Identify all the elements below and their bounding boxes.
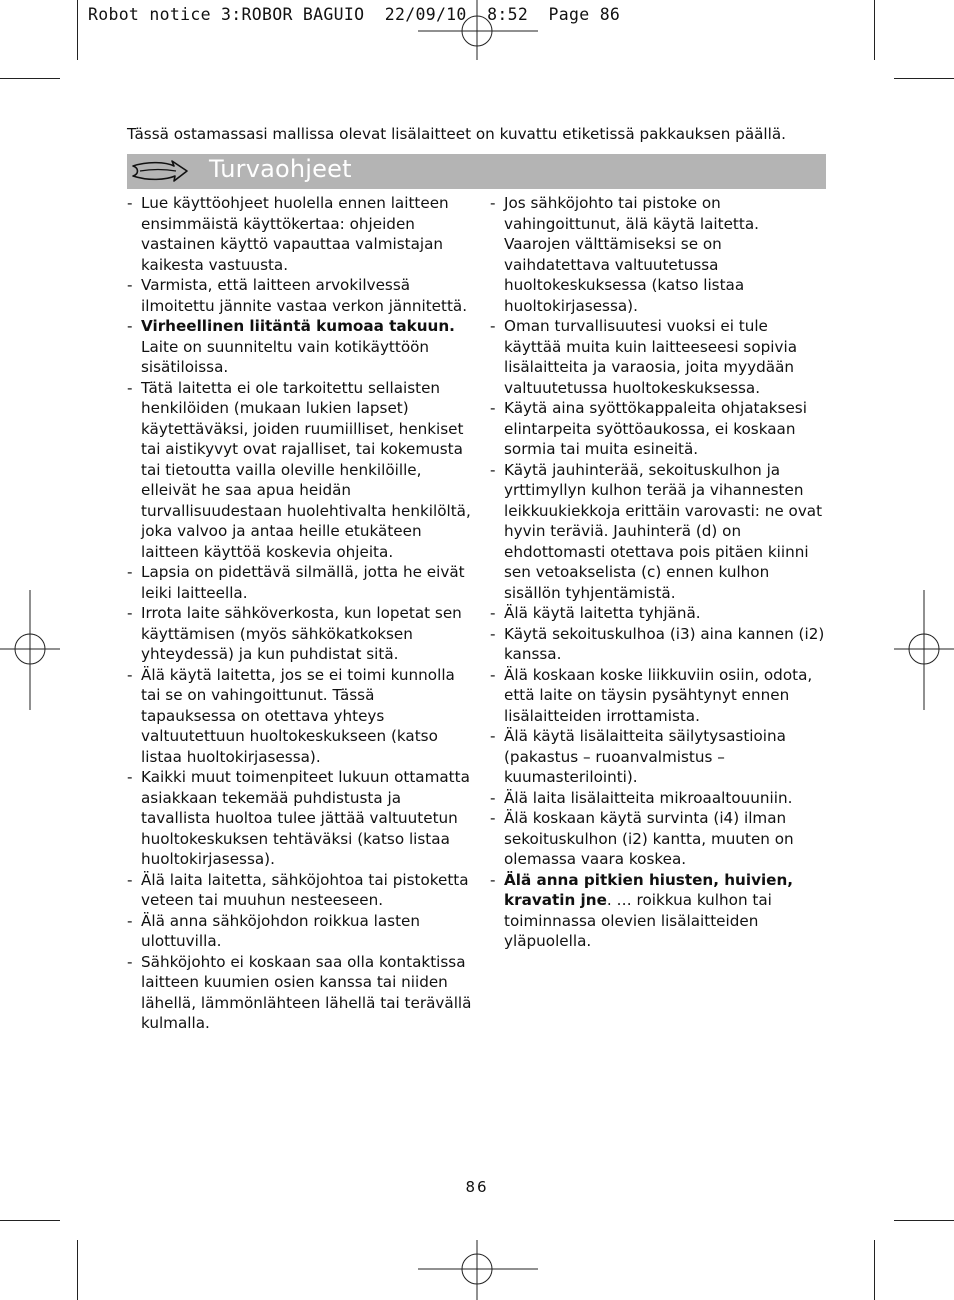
- right-column: [490, 193, 830, 952]
- list-item: [127, 193, 472, 275]
- item-text: Oman turvallisuutesi vuoksi ei tule käyttää muita kuin laitteeseesi sopivia lisälaitteita ja varaosia, joita myydään valtuutetussa huoltokeskuksessa.: [504, 317, 798, 397]
- item-text: Älä koskaan koske liikkuviin osiin, odota, että laite on täysin pysähtynyt ennen lisälaitteiden irrottamista.: [504, 665, 813, 725]
- list-item: [490, 870, 830, 952]
- item-text: Älä koskaan käytä survinta (i4) ilman sekoituskulhon (i2) kantta, muuten on olemassa vaara koskea.: [504, 809, 794, 868]
- list-item: [127, 378, 472, 563]
- print-slug-header: Robot notice 3:ROBOR BAGUIO 22/09/10 8:52 Page 86: [88, 5, 621, 24]
- item-text: Laite on suunniteltu vain kotikäyttöön sisätiloissa.: [141, 337, 430, 376]
- list-item: [127, 562, 472, 603]
- list-item: [127, 911, 472, 952]
- registration-mark-right: [894, 590, 954, 710]
- list-item: [490, 788, 830, 809]
- list-item: [490, 460, 830, 604]
- section-banner: [127, 154, 826, 189]
- page-number: 86: [465, 1178, 489, 1196]
- item-text: Irrota laite sähköverkosta, kun lopetat sen käyttämisen (myös sähkökatkoksen yhteydessä) ja kun puhdistat sitä.: [141, 604, 462, 663]
- list-item: [490, 603, 830, 624]
- section-title: Turvaohjeet: [209, 155, 352, 183]
- crop-mark: [874, 1240, 875, 1300]
- crop-mark: [77, 1240, 78, 1300]
- item-text: Lue käyttöohjeet huolella ennen laitteen ensimmäistä käyttökertaa: ohjeiden vastainen käyttö vapauttaa valmistajan kaikesta vastuusta.: [141, 194, 449, 274]
- intro-text: Tässä ostamassasi mallissa olevat lisälaitteet on kuvattu etiketissä pakkauksen päällä.: [127, 125, 787, 143]
- crop-mark: [0, 1220, 60, 1221]
- registration-mark-top: [418, 0, 538, 60]
- left-column: [127, 193, 472, 1034]
- item-text: Älä anna sähköjohdon roikkua lasten ulottuvilla.: [141, 911, 421, 950]
- list-item: [490, 808, 830, 870]
- list-item: [490, 316, 830, 398]
- item-text: . … roikkua kulhon tai toiminnassa olevien lisälaitteiden yläpuolella.: [504, 891, 772, 950]
- list-item: [490, 624, 830, 665]
- bold-text: Virheellinen liitäntä kumoaa takuun.: [141, 317, 455, 335]
- list-item: [127, 952, 472, 1034]
- arrow-icon: [130, 157, 190, 187]
- list-item: [127, 316, 472, 378]
- crop-mark: [0, 78, 60, 79]
- crop-mark: [77, 0, 78, 60]
- list-item: [127, 603, 472, 665]
- bold-text: Älä anna pitkien hiusten, huivien, kravatin jne: [504, 870, 794, 909]
- item-text: Älä käytä laitetta tyhjänä.: [504, 604, 701, 622]
- list-item: [490, 193, 830, 316]
- item-text: Varmista, että laitteen arvokilvessä ilmoitettu jännite vastaa verkon jännitettä.: [141, 276, 468, 315]
- list-item: [490, 665, 830, 727]
- item-text: Käytä jauhinterää, sekoituskulhon ja yrttimyllyn kulhon terää ja vihannesten leikkuukiekkoja erittäin varovasti: ne ovat hyvin teräviä. Jauhinterä (d) on ehdottomasti otettava pois pitäen kiinni sen vetoakselista (c) ennen kulhon sisällön tyhjentämistä.: [504, 460, 823, 602]
- list-item: [127, 870, 472, 911]
- list-item: [490, 398, 830, 460]
- crop-mark: [894, 1220, 954, 1221]
- item-text: Älä laita laitetta, sähköjohtoa tai pistoketta veteen tai muuhun nesteeseen.: [141, 870, 469, 909]
- item-text: Älä laita lisälaitteita mikroaaltouuniin.: [504, 788, 793, 807]
- list-item: [127, 767, 472, 870]
- item-text: Lapsia on pidettävä silmällä, jotta he eivät leiki laitteella.: [141, 563, 465, 602]
- crop-mark: [894, 78, 954, 79]
- item-text: Kaikki muut toimenpiteet lukuun ottamatta asiakkaan tekemää puhdistusta ja tavallista huoltoa tulee jättää valtuutetun huoltokeskuksen tehtäväksi (katso listaa huoltokirjasessa).: [141, 768, 470, 868]
- registration-mark-bottom: [418, 1240, 538, 1300]
- safety-list-left: [127, 193, 472, 1034]
- registration-mark-left: [0, 590, 60, 710]
- item-text: Älä käytä laitetta, jos se ei toimi kunnolla tai se on vahingoittunut. Tässä tapauksessa on otettava yhteys valtuutettuun huoltokeskukseen (katso listaa huoltokirjasessa).: [141, 665, 455, 766]
- list-item: [127, 665, 472, 768]
- item-text: Älä käytä lisälaitteita säilytysastioina (pakastus – ruoanvalmistus – kuumasterilointi).: [504, 727, 786, 786]
- item-text: Käytä sekoituskulhoa (i3) aina kannen (i2) kanssa.: [504, 624, 825, 663]
- item-text: Tätä laitetta ei ole tarkoitettu sellaisten henkilöiden (mukaan lukien lapset) käytettäväksi, joiden ruumiilliset, henkiset tai aistikyvyt ovat rajalliset, tai kokemusta tai tietoutta vailla oleville henkilöille, elleivät he saa apua heidän turvallisuudestaan huolehtivalta henkilöltä, joka valvoo ja antaa heille etukäteen laitteen käyttöä koskevia ohjeita.: [141, 378, 471, 561]
- item-text: Jos sähköjohto tai pistoke on vahingoittunut, älä käytä laitetta. Vaarojen välttämiseksi se on vaihdatettava valtuutetussa huoltokeskuksessa (katso listaa huoltokirjasessa).: [504, 194, 759, 315]
- item-text: Sähköjohto ei koskaan saa olla kontaktissa laitteen kuumien osien kanssa tai niiden lähellä, lämmönlähteen lähellä tai terävällä kulmalla.: [141, 952, 472, 1032]
- crop-mark: [874, 0, 875, 60]
- safety-list-right: [490, 193, 830, 952]
- item-text: Käytä aina syöttökappaleita ohjataksesi elintarpeita syöttöaukossa, ei koskaan sormia tai muita esineitä.: [504, 399, 807, 458]
- list-item: [490, 726, 830, 788]
- list-item: [127, 275, 472, 316]
